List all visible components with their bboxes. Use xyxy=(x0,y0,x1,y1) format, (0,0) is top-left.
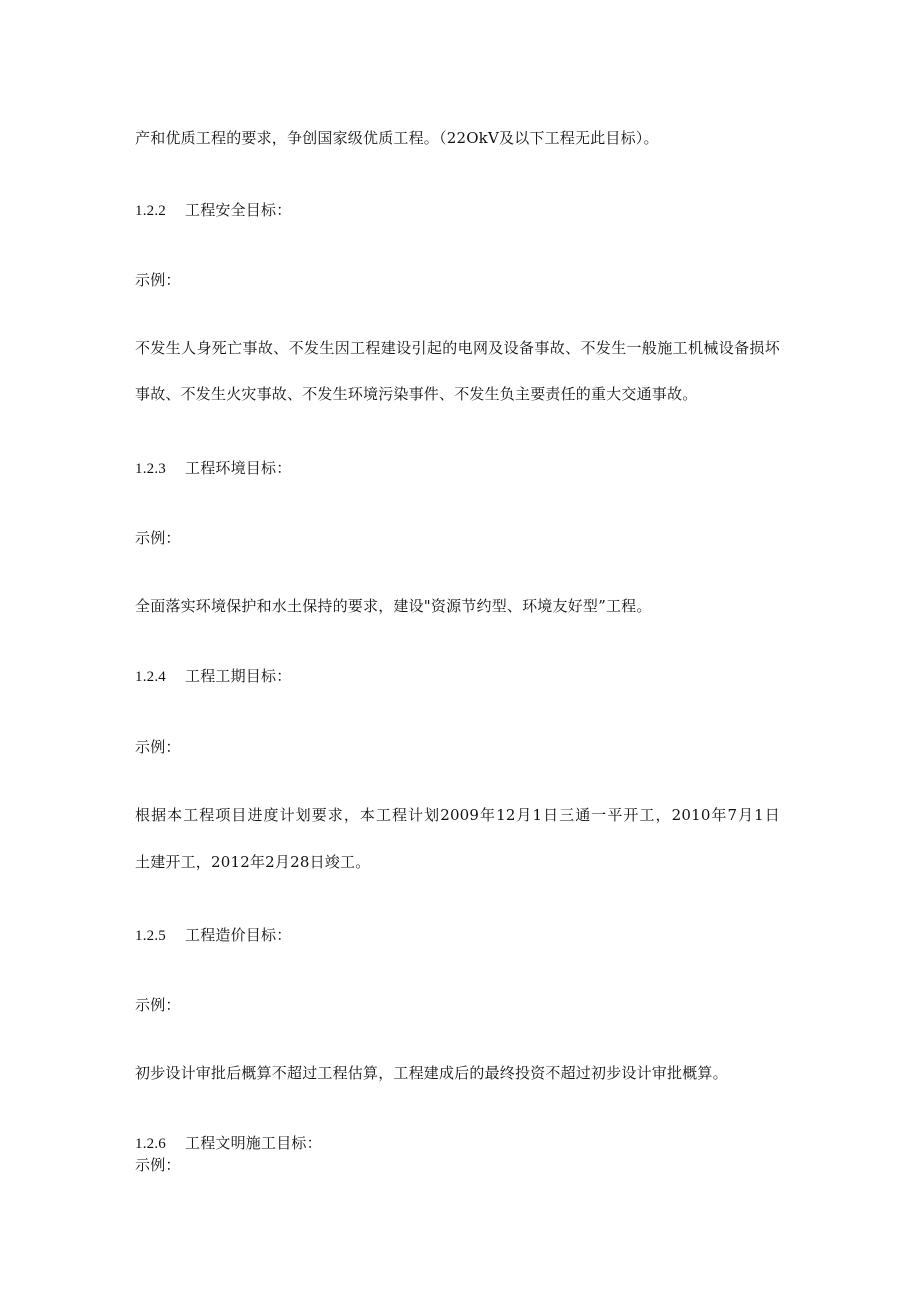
section-heading-1-2-3 xyxy=(135,458,795,479)
section-heading-1-2-4 xyxy=(135,666,795,687)
example-label: 示例： xyxy=(135,996,181,1014)
paragraph-quality-goal-continued: 产和优质工程的要求，争创国家级优质工程。（22OkV及以下工程无此目标）。 xyxy=(135,129,659,147)
section-title: 工程工期目标： xyxy=(185,667,292,685)
section-number: 1.2.5 xyxy=(135,928,166,944)
paragraph-schedule-goal-line-1: 根据本工程项目进度计划要求，本工程计划2009年12月1日三通一平开工，2010年7月1日 xyxy=(135,806,780,824)
section-number: 1.2.4 xyxy=(135,669,166,685)
example-label: 示例： xyxy=(135,271,181,289)
section-heading-1-2-6 xyxy=(135,1133,795,1154)
section-title: 工程造价目标： xyxy=(185,926,292,944)
example-label: 示例： xyxy=(135,529,181,547)
paragraph-safety-goal-line-1: 不发生人身死亡事故、不发生因工程建设引起的电网及设备事故、不发生一般施工机械设备损坏 xyxy=(135,339,780,357)
section-title: 工程安全目标： xyxy=(185,201,292,219)
paragraph-environment-goal: 全面落实环境保护和水土保持的要求，建设"资源节约型、环境友好型”工程。 xyxy=(135,597,652,615)
section-number: 1.2.6 xyxy=(135,1136,166,1152)
section-number: 1.2.2 xyxy=(135,203,166,219)
section-number: 1.2.3 xyxy=(135,461,166,477)
section-heading-1-2-2 xyxy=(135,200,795,221)
paragraph-safety-goal-line-2: 事故、不发生火灾事故、不发生环境污染事件、不发生负主要责任的重大交通事故。 xyxy=(135,385,698,403)
section-title: 工程文明施工目标： xyxy=(185,1134,322,1152)
paragraph-cost-goal: 初步设计审批后概算不超过工程估算，工程建成后的最终投资不超过初步设计审批概算。 xyxy=(135,1064,728,1082)
section-heading-1-2-5 xyxy=(135,925,795,946)
paragraph-schedule-goal-line-2: 土建开工，2012年2月28日竣工。 xyxy=(135,853,371,871)
example-label: 示例： xyxy=(135,738,181,756)
example-label: 示例： xyxy=(135,1156,181,1174)
section-title: 工程环境目标： xyxy=(185,459,292,477)
